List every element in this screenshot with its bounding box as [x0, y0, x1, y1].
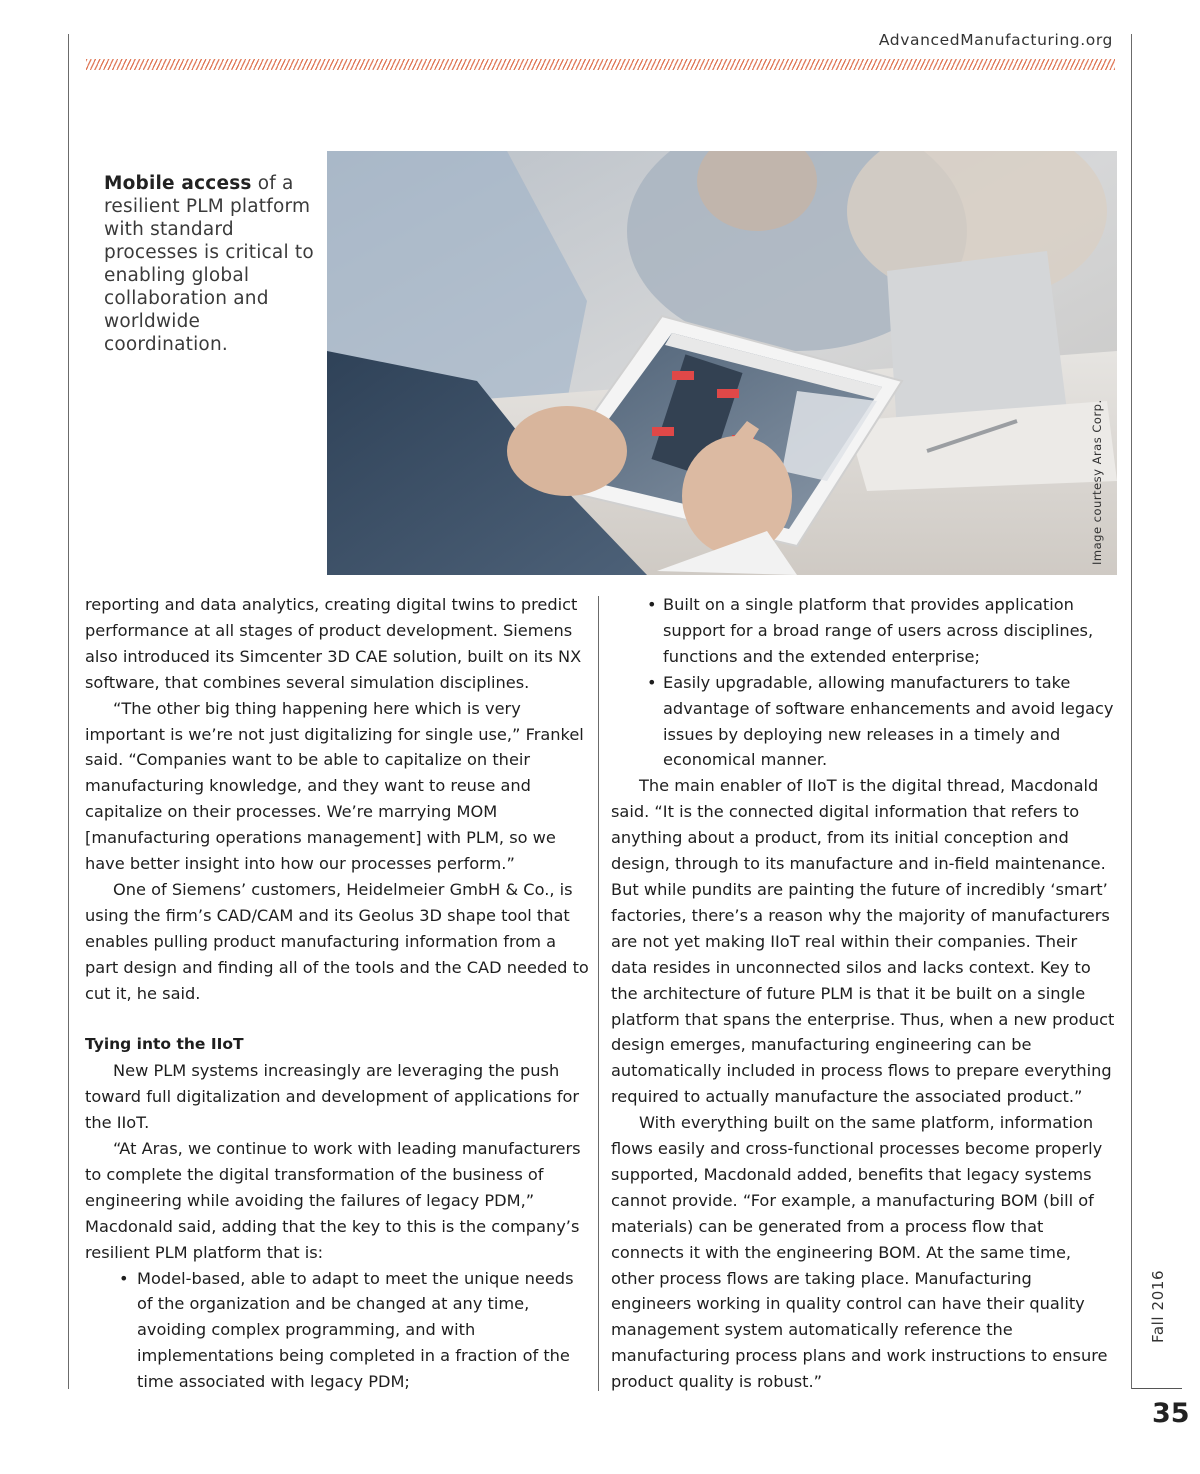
header-hatch-band	[86, 59, 1115, 70]
page-number-rule	[1132, 1388, 1182, 1389]
bullet-text: Easily upgradable, allowing manufacturers to take advantage of software enhancements and avoid legacy issues by deploying new releases in a timely and economical manner.	[663, 672, 1114, 770]
right-column	[611, 592, 1117, 1395]
paragraph: With everything built on the same platform, information flows easily and cross-functional processes become properly supported, Macdonald added, benefits that legacy systems cannot provide. “For example, a manufacturing BOM (bill of materials) can be generated from a process flow that connects it with the engineering BOM. At the same time, other process flows are taking place. Manufacturing engineers working in quality control can have their quality management system automatically reference the manufacturing process plans and work instructions to ensure product quality is robust.”	[611, 1113, 1108, 1392]
caption-lead: Mobile access	[104, 173, 252, 194]
page-number: 35	[1152, 1398, 1190, 1429]
bullet-item	[611, 670, 1117, 774]
subhead: Tying into the IIoT	[85, 1035, 244, 1054]
bullet-item	[611, 592, 1117, 670]
left-margin-rule	[68, 34, 69, 1389]
bullet-marker: •	[647, 672, 657, 692]
paragraph: One of Siemens’ customers, Heidelmeier GmbH & Co., is using the firm’s CAD/CAM and its Geolus 3D shape tool that enables pulling product manufacturing information from a part design and finding all of the tools and the CAD needed to cut it, he said.	[85, 879, 589, 1003]
bullet-text: Model-based, able to adapt to meet the unique needs of the organization and be changed at any time, avoiding complex programming, and with implementations being completed in a fraction of the time associated with legacy PDM;	[137, 1268, 574, 1392]
paragraph: The main enabler of IIoT is the digital thread, Macdonald said. “It is the connected digital information that refers to anything about a product, from its initial conception and design, through to its manufacture and in-field maintenance. But while pundits are painting the future of incredibly ‘smart’ factories, there’s a reason why the majority of manufacturers are not yet making IIoT real within their companies. Their data resides in unconnected silos and lacks context. Key to the architecture of future PLM is that it be built on a single platform that spans the enterprise. Thus, when a new product design emerges, manufacturing engineering can be automatically included in process flows to prepare everything required to actually manufacture the associated product.”	[611, 776, 1115, 1107]
photo-credit: Image courtesy Aras Corp.	[1090, 399, 1104, 565]
tablet-photo-illustration	[327, 151, 1117, 575]
site-url: AdvancedManufacturing.org	[878, 31, 1113, 49]
paragraph: New PLM systems increasingly are leveraging the push toward full digitalization and development of applications for the IIoT.	[85, 1061, 580, 1133]
paragraph: “The other big thing happening here which is very important is we’re not just digitalizing for single use,” Frankel said. “Companies want to be able to capitalize on their manufacturing knowledge, and they want to reuse and capitalize on their processes. We’re marrying MOM [manufacturing operations management] with PLM, so we have better insight into how our processes perform.”	[85, 698, 584, 874]
issue-date: Fall 2016	[1149, 1269, 1167, 1343]
bullet-item	[85, 1266, 591, 1396]
feature-photo	[327, 151, 1117, 575]
bullet-text: Built on a single platform that provides application support for a broad range of users across disciplines, functions and the extended enterprise;	[663, 595, 1094, 666]
photo-caption	[104, 172, 314, 356]
laptop	[887, 251, 1067, 431]
column-divider	[598, 596, 599, 1391]
plm-tag-3	[652, 427, 674, 436]
right-margin-rule	[1131, 34, 1132, 1389]
bullet-marker: •	[119, 1268, 129, 1288]
paragraph: reporting and data analytics, creating digital twins to predict performance at all stages of product development. Siemens also introduced its Simcenter 3D CAE solution, built on its NX software, that combines several simulation disciplines.	[85, 595, 582, 692]
paragraph: “At Aras, we continue to work with leading manufacturers to complete the digital transformation of the business of engineering while avoiding the failures of legacy PDM,” Macdonald said, adding that the key to this is the company’s resilient PLM platform that is:	[85, 1139, 581, 1262]
plm-tag-1	[672, 371, 694, 380]
plm-tag-2	[717, 389, 739, 398]
left-column	[85, 592, 591, 1395]
bullet-marker: •	[647, 595, 657, 614]
left-hand	[507, 406, 627, 496]
caption-text: of a resilient PLM platform with standard processes is critical to enabling global collaboration and worldwide coordination.	[104, 173, 314, 355]
